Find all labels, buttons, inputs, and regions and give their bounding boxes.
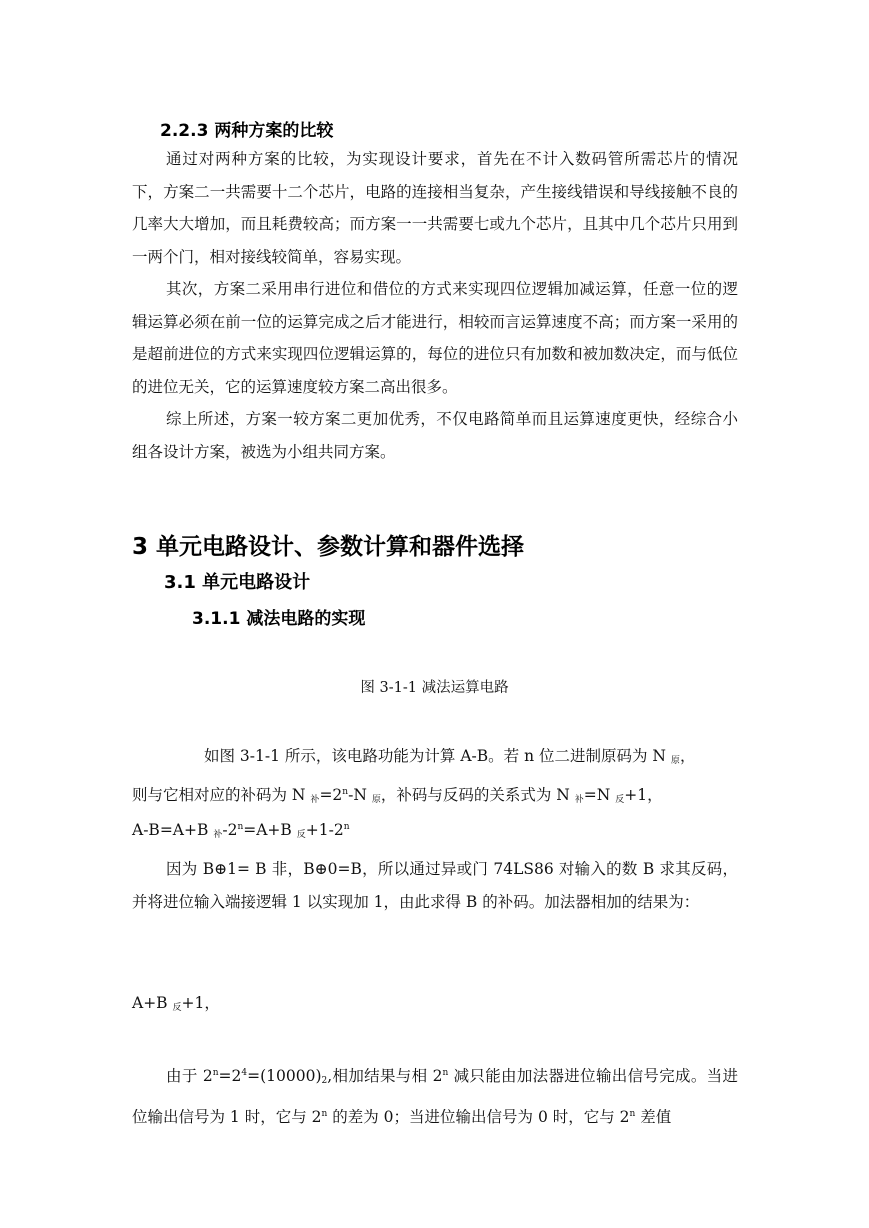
- formula-text: 则与它相对应的补码为 N: [132, 786, 311, 804]
- formula-text: +1-2: [305, 821, 344, 839]
- para-text: =2: [218, 1067, 242, 1085]
- subscript: 原: [670, 756, 680, 766]
- superscript: n: [342, 787, 349, 797]
- subscript: 补: [574, 795, 584, 805]
- superscript: n: [343, 822, 350, 832]
- subscript: 反: [172, 1003, 182, 1013]
- para-text: =(10000): [247, 1067, 322, 1085]
- formula-text: A+B: [132, 994, 173, 1012]
- subscript: 补: [213, 830, 223, 840]
- paragraph-xor: 因为 B⊕1= B 非，B⊕0=B，所以通过异或门 74LS86 对输入的数 B 求其反码，并将进位输入端接逻辑 1 以实现加 1，由此求得 B 的补码。加法器相加的结果为：: [132, 860, 738, 911]
- formula-text: +1，: [181, 994, 220, 1012]
- paragraph-speed: 其次，方案二采用串行进位和借位的方式来实现四位逻辑加减运算，任意一位的逻辑运算必须在前一位的运算完成之后才能进行，相较而言运算速度不高；而方案一采用的是超前进位的方式来实现四位逻辑运算的，每位的进位只有加数和被加数决定，而与低位的进位无关，它的运算速度较方案二高出很多。: [132, 280, 738, 396]
- formula-line-3: [132, 817, 350, 845]
- formula-text: ，: [679, 747, 696, 765]
- formula-text: =N: [583, 786, 616, 804]
- superscript: n: [442, 1068, 449, 1078]
- para-text: ,相加结果与相 2: [327, 1067, 443, 1085]
- para-text: 由于 2: [166, 1067, 213, 1085]
- formula-line-1: [204, 746, 695, 771]
- para-text: 的差为 0；当进位输出信号为 0 时，它与 2: [327, 1107, 630, 1126]
- section-heading-2-2-3: 2.2.3 两种方案的比较: [160, 121, 334, 141]
- formula-text: +1，: [624, 786, 663, 804]
- paragraph-conclusion: 综上所述，方案一较方案二更加优秀，不仅电路简单而且运算速度更快，经综合小组各设计方案，被选为小组共同方案。: [132, 410, 738, 461]
- formula-line-2: [132, 782, 663, 810]
- section-heading-3-1-1: 3.1.1 减法电路的实现: [192, 609, 366, 629]
- formula-text: -N: [348, 786, 372, 804]
- section-heading-3-1: 3.1 单元电路设计: [164, 572, 311, 593]
- subscript: 原: [371, 795, 381, 805]
- chapter-heading-3: 3 单元电路设计、参数计算和器件选择: [132, 534, 525, 560]
- para-text: 差值: [635, 1107, 672, 1126]
- paragraph-carry: [132, 1057, 738, 1133]
- formula-text: A-B=A+B: [132, 821, 214, 839]
- formula-line-result: [132, 993, 220, 1018]
- superscript: 4: [241, 1068, 248, 1078]
- subscript: 2: [321, 1076, 328, 1086]
- paragraph-comparison: 通过对两种方案的比较，为实现设计要求，首先在不计入数码管所需芯片的情况下，方案二一共需要十二个芯片，电路的连接相当复杂，产生接线错误和导线接触不良的几率大大增加，而且耗费较高；而方案一一共需要七或九个芯片，且其中几个芯片只用到一两个门，相对接线较简单，容易实现。: [132, 150, 738, 266]
- figure-caption: 图 3-1-1 减法运算电路: [360, 680, 509, 696]
- subscript: 补: [310, 795, 320, 805]
- formula-text: 如图 3-1-1 所示，该电路功能为计算 A-B。若 n 位二进制原码为 N: [204, 747, 671, 765]
- para-text: 减只能由加法器进位输出信号完成。当进位输出信号为 1 时，它与 2: [132, 1067, 738, 1126]
- formula-text: =A+B: [243, 821, 297, 839]
- superscript: n: [237, 822, 244, 832]
- subscript: 反: [615, 795, 625, 805]
- formula-text: =2: [319, 786, 343, 804]
- superscript: n: [321, 1108, 328, 1119]
- superscript: n: [212, 1068, 219, 1078]
- superscript: n: [629, 1108, 636, 1119]
- subscript: 反: [296, 830, 306, 840]
- formula-text: -2: [222, 821, 238, 839]
- formula-text: ，补码与反码的关系式为 N: [380, 786, 575, 804]
